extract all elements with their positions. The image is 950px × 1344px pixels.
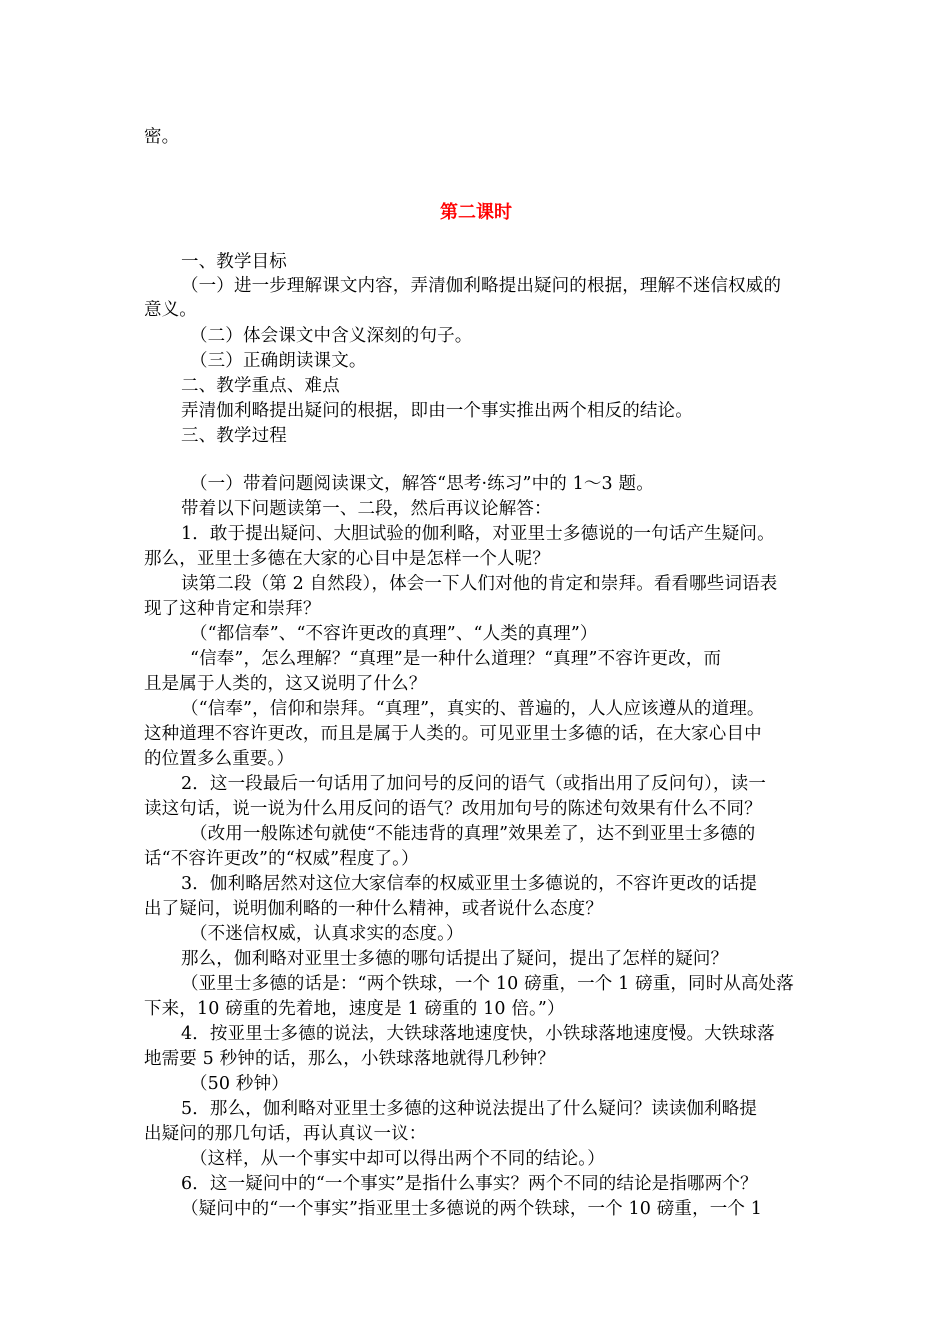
text-line: 1．敢于提出疑问、大胆试验的伽利略，对亚里士多德说的一句话产生疑问。: [181, 524, 775, 544]
text-line: 那么，伽利略对亚里士多德的哪句话提出了疑问，提出了怎样的疑问？: [181, 949, 729, 969]
text-line: （这样，从一个事实中却可以得出两个不同的结论。）: [190, 1149, 605, 1169]
text-line: 6．这一疑问中的“一个事实”是指什么事实？两个不同的结论是指哪两个？: [181, 1174, 758, 1194]
section-heading: 三、教学过程: [181, 426, 287, 446]
text-line: 5．那么，伽利略对亚里士多德的这种说法提出了什么疑问？读读伽利略提: [181, 1099, 758, 1119]
text-line: （二）体会课文中含义深刻的句子。: [190, 326, 473, 346]
text-line: （一）进一步理解课文内容，弄清伽利略提出疑问的根据，理解不迷信权威的: [181, 276, 782, 296]
text-line: （“都信奉”、“不容许更改的真理”、“人类的真理”）: [190, 624, 598, 644]
text-line: 读这句话，说一说为什么用反问的语气？改用加句号的陈述句效果有什么不同？: [144, 799, 762, 819]
text-line: 下来，10 磅重的先着地，速度是 1 磅重的 10 倍。”）: [144, 999, 565, 1019]
text-line: 意义。: [144, 300, 197, 320]
text-line: （50 秒钟）: [190, 1074, 289, 1094]
text-line: 且是属于人类的，这又说明了什么？: [144, 674, 427, 694]
text-line: “信奉”，怎么理解？“真理”是一种什么道理？“真理”不容许更改，而: [190, 649, 722, 669]
text-line: 4．按亚里士多德的说法，大铁球落地速度快，小铁球落地速度慢。大铁球落: [181, 1024, 775, 1044]
section-heading: 二、教学重点、难点: [181, 376, 340, 396]
text-line: （“信奉”，信仰和崇拜。“真理”，真实的、普遍的，人人应该遵从的道理。: [181, 699, 765, 719]
text-line: （亚里士多德的话是：“两个铁球，一个 10 磅重，一个 1 磅重，同时从高处落: [181, 974, 794, 994]
lesson-title: 第二课时: [440, 202, 512, 223]
text-line: （疑问中的“一个事实”指亚里士多德说的两个铁球，一个 10 磅重，一个 1: [181, 1199, 763, 1219]
text-line: 读第二段（第 2 自然段），体会一下人们对他的肯定和崇拜。看看哪些词语表: [181, 574, 778, 594]
text-line: 出了疑问，说明伽利略的一种什么精神，或者说什么态度？: [144, 899, 603, 919]
text-line: 话“不容许更改”的“权威”程度了。）: [144, 849, 419, 869]
text-line: 2．这一段最后一句话用了加问号的反问的语气（或指出用了反问句），读一: [181, 774, 766, 794]
text-line: 的位置多么重要。）: [144, 749, 295, 769]
text-line: 3．伽利略居然对这位大家信奉的权威亚里士多德说的，不容许更改的话提: [181, 874, 758, 894]
text-line: 带着以下问题读第一、二段，然后再议论解答：: [181, 499, 552, 519]
section-heading: 一、教学目标: [181, 252, 287, 272]
text-line: 这种道理不容许更改，而且是属于人类的。可见亚里士多德的话，在大家心目中: [144, 724, 762, 744]
text-line: 出疑问的那几句话，再认真议一议：: [144, 1124, 427, 1144]
text-line: 地需要 5 秒钟的话，那么，小铁球落地就得几秒钟？: [144, 1049, 556, 1069]
text-line: 那么，亚里士多德在大家的心目中是怎样一个人呢？: [144, 549, 550, 569]
text-line: （三）正确朗读课文。: [190, 351, 367, 371]
text-line: 弄清伽利略提出疑问的根据，即由一个事实推出两个相反的结论。: [181, 401, 693, 421]
text-line: 密。: [144, 127, 180, 147]
text-line: （改用一般陈述句就使“不能违背的真理”效果差了，达不到亚里士多德的: [190, 824, 756, 844]
text-line: （不迷信权威，认真求实的态度。）: [190, 924, 464, 944]
text-line: （一）带着问题阅读课文，解答“思考·练习”中的 1～3 题。: [190, 474, 654, 494]
text-line: 现了这种肯定和崇拜？: [144, 599, 321, 619]
